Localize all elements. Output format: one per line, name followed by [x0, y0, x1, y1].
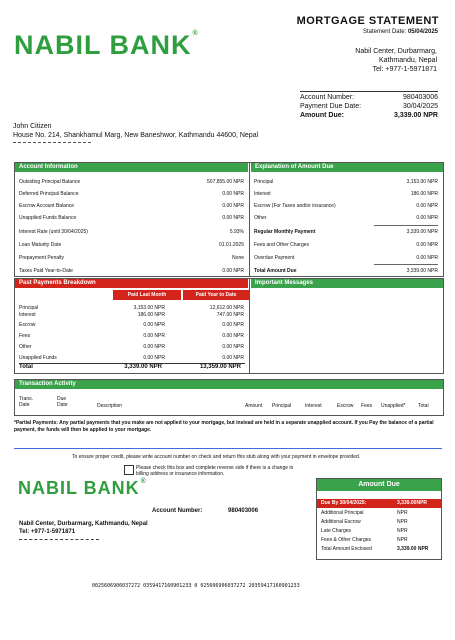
col-principal: Principal — [272, 403, 292, 409]
info-value: 5.93% — [229, 229, 244, 235]
payment-ytd: 0.00 NPR — [222, 355, 244, 361]
explanation-value: 0.00 NPR — [416, 203, 438, 209]
total-label: Total — [19, 364, 33, 370]
explanation-label: Overdue Payment — [254, 255, 295, 261]
info-value: None — [232, 255, 244, 261]
explanation-value: 186.00 NPR — [410, 191, 438, 197]
payment-label: Unapplied Funds — [19, 355, 57, 361]
nabil-bank-logo — [14, 30, 199, 61]
info-label: Escrow Account Balance — [19, 203, 75, 209]
past-payments-total — [19, 364, 245, 373]
amount-due-explanation-header: Explanation of Amount Due — [251, 163, 443, 172]
explanation-label: Escrow (For Taxes and/or insurance) — [254, 203, 336, 209]
redacted-line — [19, 539, 99, 540]
payment-ytd: 747.00 NPR — [216, 312, 244, 318]
customer-name: John Citizen — [13, 123, 52, 130]
explanation-label: Interest — [254, 191, 271, 197]
payment-label: Escrow — [19, 322, 36, 328]
explanation-value: 3,339.00 NPR — [406, 229, 438, 235]
stub-address — [19, 520, 148, 540]
payment-last: 0.00 NPR — [143, 333, 165, 339]
account-info-header: Account Information — [15, 163, 248, 172]
stub-account-number-value: 980403006 — [228, 508, 259, 514]
important-messages-header: Important Messages — [251, 279, 443, 288]
explanation-label: Regular Monthly Payment — [254, 229, 316, 235]
registered-mark-icon: ® — [192, 30, 199, 37]
stub-logo — [18, 478, 147, 499]
info-label: Interest Rate (until 30/04/2025) — [19, 229, 88, 235]
bank-address-line: Kathmandu, Nepal — [379, 57, 437, 64]
page-title: MORTGAGE STATEMENT — [296, 15, 439, 27]
payment-ytd: 0.00 NPR — [222, 344, 244, 350]
customer-address: House No. 214, Shankhamul Marg, New Baneshwor, Kathmandu 44600, Nepal — [13, 132, 259, 139]
account-info-section — [14, 162, 444, 277]
info-value: 0.00 NPR — [222, 268, 244, 274]
info-label: Prepayment Penalty — [19, 255, 65, 261]
payment-last: 186.00 NPR — [137, 312, 165, 318]
stub-line-value: 3,339.00 NPR — [397, 546, 429, 552]
total-ytd: 13,359.00 NPR — [199, 364, 241, 370]
account-number: 980403006 — [402, 94, 438, 101]
transaction-columns — [19, 396, 439, 410]
redacted-line — [13, 142, 91, 147]
paid-last-month-header: Paid Last Month — [113, 290, 181, 300]
col-escrow: Escrow — [337, 403, 354, 409]
due-by-label: Due By 30/04/2025: — [321, 500, 367, 506]
past-payments-header: Past Payments Breakdown — [15, 279, 248, 288]
payment-label: Fees — [19, 333, 31, 339]
registered-mark-icon: ® — [140, 478, 147, 485]
amount-due: 3,339.00 NPR — [394, 112, 438, 119]
info-value: 0.00 NPR — [222, 215, 244, 221]
payment-last: 0.00 NPR — [143, 344, 165, 350]
explanation-value: 0.00 NPR — [416, 215, 438, 221]
address-change-checkbox[interactable] — [124, 465, 134, 475]
info-value: 0.00 NPR — [222, 191, 244, 197]
statement-date — [363, 29, 438, 35]
stub-account-number-label: Account Number: — [152, 508, 203, 514]
stub-instruction: To ensure proper credit, please write account number on check and return this stub along with your payment in envelope provided. — [72, 454, 361, 460]
explanation-label: Total Amount Due — [254, 268, 297, 274]
col-interest: Interest — [305, 403, 322, 409]
stub-line-value: NPR — [397, 528, 408, 534]
payment-label: Interest — [19, 312, 36, 318]
col-description: Description — [97, 403, 123, 409]
stub-line-label: Total Amount Enclosed — [321, 546, 372, 552]
total-last: 3,339.00 NPR — [124, 364, 162, 370]
payment-ytd: 0.00 NPR — [222, 333, 244, 339]
stub-line-label: Late Charges — [321, 528, 352, 534]
micr-line: 0025606906037272 0359417160901233 0 025606906037272 20359417160901233 — [92, 583, 300, 589]
past-payments-section — [14, 278, 444, 374]
explanation-value: 0.00 NPR — [416, 242, 438, 248]
transaction-section — [14, 379, 444, 416]
account-info-rows — [19, 177, 244, 277]
stub-account-number — [152, 508, 258, 514]
bank-address-line: Tel: +977-1-5971871 — [372, 66, 437, 73]
stub-line-label: Additional Principal — [321, 510, 364, 516]
col-amount: Amount — [245, 403, 263, 409]
explanation-value: 3,153.00 NPR — [406, 179, 438, 185]
bank-address-line: Nabil Center, Durbarmarg, — [355, 48, 437, 55]
info-value: 01.01.2025 — [218, 242, 244, 248]
info-value: 507,855.00 NPR — [207, 179, 244, 185]
col-trans-date: Trans. Date — [19, 396, 33, 408]
stub-line-value: NPR — [397, 537, 408, 543]
paid-ytd-header: Paid Year to Date — [183, 290, 249, 300]
stub-amount-due-header: Amount Due — [317, 479, 441, 491]
info-label: Deferred Principal Balance — [19, 191, 79, 197]
payment-label: Other — [19, 344, 32, 350]
bank-address — [355, 47, 437, 74]
explanation-value: 0.00 NPR — [416, 255, 438, 261]
due-by-value: 3,339.00NPR — [397, 500, 428, 506]
due-date: 30/04/2025 — [402, 103, 438, 110]
col-fees: Fees — [361, 403, 373, 409]
explanation-value: 3,339.00 NPR — [406, 268, 438, 274]
stub-line-value: NPR — [397, 510, 408, 516]
payment-last: 3,153.00 NPR — [133, 305, 165, 311]
payment-ytd: 0.00 NPR — [222, 322, 244, 328]
info-label: Outsiding Principal Balance — [19, 179, 81, 185]
stub-due-by-row — [317, 499, 441, 508]
payment-ytd: 12,612.00 NPR — [209, 305, 244, 311]
explanation-label: Other — [254, 215, 267, 221]
payment-label: Principal — [19, 305, 39, 311]
info-label: Loan Maturity Date — [19, 242, 62, 248]
statement-date-label: Statement Date: — [362, 29, 407, 35]
stub-line-value: NPR — [397, 519, 408, 525]
account-summary — [300, 93, 438, 120]
col-total: Total — [418, 403, 429, 409]
stub-address-line: Nabil Center, Durbarmarg, Kathmandu, Nepal — [19, 521, 148, 527]
info-label: Unapplied Funds Balance — [19, 215, 77, 221]
stub-address-line: Tel: +977-1-5971871 — [19, 529, 76, 535]
stub-line-label: Fees & Other Charges — [321, 537, 372, 543]
statement-date-value: 05/04/2025 — [407, 29, 438, 35]
due-date-label: Payment Due Date: — [300, 103, 362, 110]
payment-last: 0.00 NPR — [143, 322, 165, 328]
col-due-date: Due Date — [57, 396, 68, 408]
customer-block — [13, 122, 258, 147]
transaction-header: Transaction Activity — [15, 380, 443, 389]
col-unapplied: Unapplied* — [381, 403, 406, 409]
info-label: Taxes Paid Year-to-Date — [19, 268, 73, 274]
payment-last: 0.00 NPR — [143, 355, 165, 361]
stub-amount-due-box — [316, 478, 442, 560]
address-change-note: Please check this box and complete reverse side if there is a change in billing address or insurance information. — [136, 465, 294, 477]
info-value: 0.00 NPR — [222, 203, 244, 209]
explanation-rows — [254, 177, 438, 277]
stub-line-label: Additional Escrow — [321, 519, 361, 525]
brand-name: NABIL BANK — [14, 30, 192, 60]
stub-lines — [321, 510, 437, 558]
stub-brand-name: NABIL BANK — [18, 478, 140, 498]
explanation-label: Principal — [254, 179, 274, 185]
explanation-label: Fees and Other Charges — [254, 242, 310, 248]
amount-due-label: Amount Due: — [300, 112, 344, 119]
account-number-label: Account Number: — [300, 94, 355, 101]
partial-payments-note: *Partial Payments: Any partial payments that you make are not applied to your mortgage, but instead are held in a separate unapplied account. If you Pay the balance of a partial payment, the funds will then be applied to your mortgage. — [14, 420, 434, 433]
